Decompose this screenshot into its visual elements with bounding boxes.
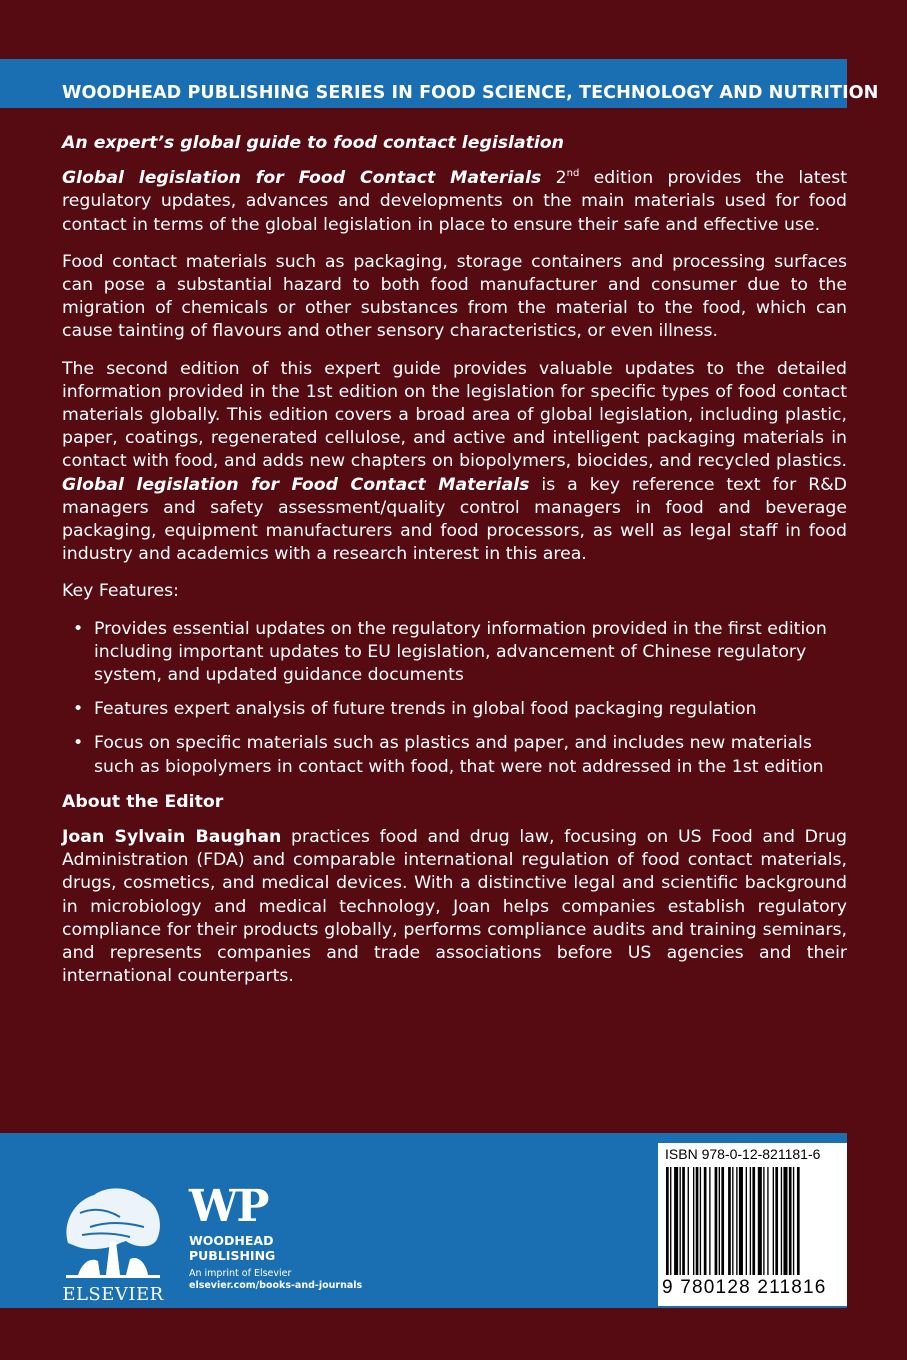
edition-number: 2 [555, 168, 567, 189]
intro-text: edition provides the latest regulatory updates, advances and developments on the main materials used for food contact in terms of the global legislation in place to ensure their safe and effective use. [62, 168, 848, 235]
barcode-box [658, 1143, 847, 1306]
list-item [62, 732, 847, 778]
bullet-icon: • [73, 733, 84, 754]
barcode-icon [664, 1167, 841, 1279]
second-edition-text: The second edition of this expert guide provides valuable updates to the detailed information provided in the 1st edition on the legislation for specific types of food contact materials globally. This edition covers a broad area of global legislation, including plastic, paper, coatings, regenerated cellulose, and active and intelligent packaging materials in contact with food, and adds new chapters on biopolymers, biocides, and recycled plastics. [62, 358, 847, 472]
list-item [62, 698, 847, 721]
tagline: An expert’s global guide to food contact legislation [62, 133, 564, 153]
feature-text: Provides essential updates on the regulatory information provided in the first edition including important updates to EU legislation, advancement of Chinese regulatory system, and updated guidance documents [94, 618, 827, 686]
elsevier-wordmark: ELSEVIER [62, 1284, 164, 1305]
woodhead-line: WOODHEAD [189, 1233, 274, 1248]
feature-text: Focus on specific materials such as plastics and paper, and includes new materials such as biopolymers in contact with food, that were not addressed in the 1st edition [94, 733, 824, 777]
publisher-url: elsevier.com/books-and-journals [189, 1280, 363, 1291]
woodhead-logo [189, 1181, 369, 1292]
hazard-paragraph: Food contact materials such as packaging, storage containers and processing surfaces can pose a substantial hazard to both food manufacturer and consumer due to the migration of chemicals or other substances from the material to the food, which can cause tainting of flavours and other sensory characteristics, or even illness. [62, 251, 847, 342]
editor-bio [62, 826, 847, 988]
intro-paragraph [62, 167, 847, 237]
bullet-icon: • [73, 618, 84, 639]
audience-text: is a key reference text for R&D managers and safety assessment/quality control managers in food and beverage packaging, equipment manufacturers and food processors, as well as legal staff in food industry and academics with a research interest in this area. [62, 474, 847, 565]
wp-monogram: WP [189, 1181, 268, 1232]
publishing-line: PUBLISHING [189, 1248, 276, 1263]
imprint-text: An imprint of Elsevier [189, 1268, 292, 1279]
back-cover-text [62, 132, 847, 1003]
editor-bio-text: practices food and drug law, focusing on US Food and Drug Administration (FDA) and comparable international regulation of food contact materials, drugs, cosmetics, and medical devices. With a distinctive legal and scientific background in microbiology and medical technology, Joan helps companies establish regulatory compliance for their products globally, performs compliance audits and training seminars, and represents companies and trade associations before US agencies and their international counterparts. [62, 827, 847, 987]
book-title: Global legislation for Food Contact Materials [62, 168, 542, 189]
feature-text: Features expert analysis of future trends in global food packaging regulation [94, 699, 757, 720]
second-edition-paragraph [62, 358, 847, 567]
key-features-heading: Key Features: [62, 581, 179, 602]
elsevier-logo [60, 1183, 166, 1305]
elsevier-tree-icon [60, 1183, 166, 1283]
edition-suffix: nd [566, 168, 580, 180]
series-band [0, 59, 879, 108]
series-title: WOODHEAD PUBLISHING SERIES IN FOOD SCIENCE, TECHNOLOGY AND NUTRITION [62, 83, 879, 103]
woodhead-name [189, 1233, 369, 1263]
barcode-digits: 9 780128 211816 [662, 1277, 827, 1298]
editor-name: Joan Sylvain Baughan [62, 827, 282, 848]
list-item [62, 618, 847, 688]
about-editor-heading: About the Editor [62, 791, 224, 812]
book-title-inline: Global legislation for Food Contact Materials [62, 474, 530, 495]
key-features-list [62, 618, 847, 779]
bullet-icon: • [73, 699, 84, 720]
isbn-label: ISBN 978-0-12-821181-6 [665, 1146, 821, 1162]
